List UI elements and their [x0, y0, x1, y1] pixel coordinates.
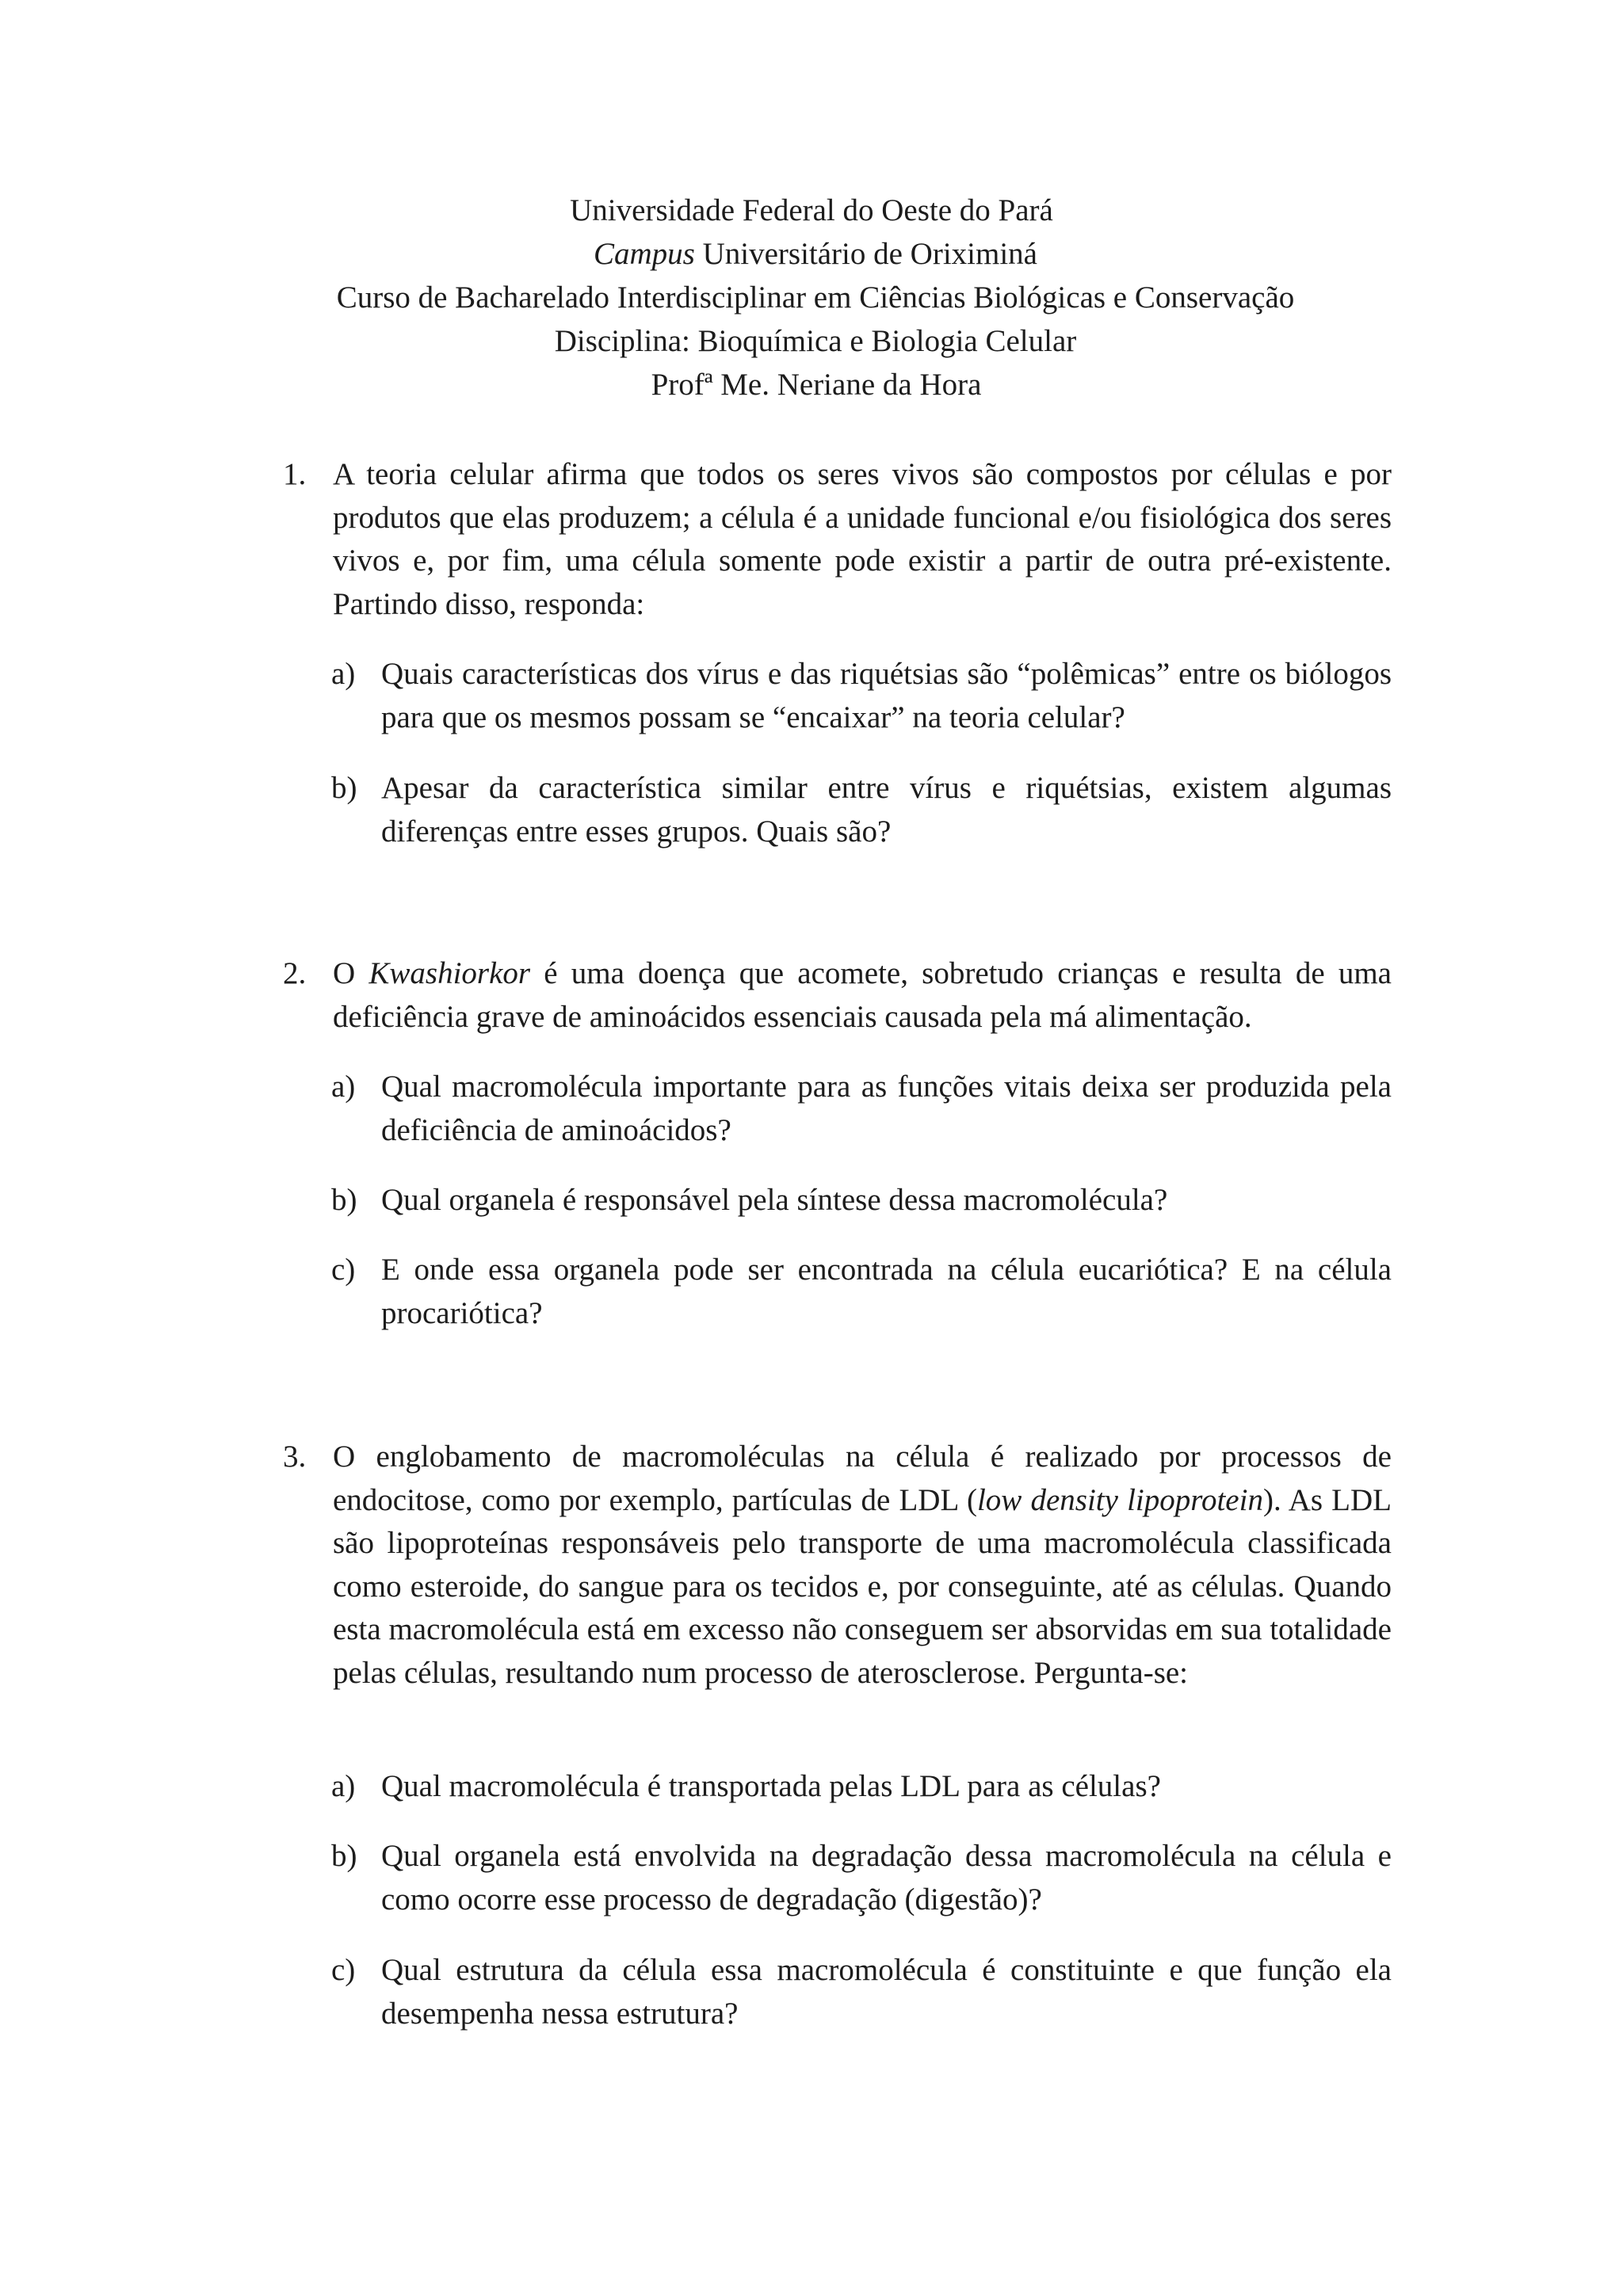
question-text-italic: low density lipoprotein	[976, 1482, 1263, 1517]
question-number: 1.	[283, 457, 307, 491]
question-text-start: O	[333, 956, 369, 990]
campus-rest: Universitário de Oriximiná	[694, 237, 1037, 271]
item-text: Qual macromolécula é transportada pelas LDL para as células?	[381, 1769, 1161, 1803]
question-number: 3.	[283, 1440, 307, 1474]
item-text: Quais características dos vírus e das riquétsias são “polêmicas” entre os biólogos para que os mesmos possam se “encaixar” na teoria celular?	[381, 657, 1392, 734]
question-text	[333, 952, 1392, 1039]
item-letter: c)	[331, 1953, 356, 1987]
campus-italic: Campus	[593, 237, 695, 271]
discipline-name: Disciplina: Bioquímica e Biologia Celular	[554, 324, 1077, 358]
question-text-start: O englobamento de macromoléculas na célula é realizado por processos de endocitose, como por exemplo, partículas de LDL (	[333, 1440, 1392, 1517]
professor-name: Profª Me. Neriane da Hora	[651, 368, 982, 402]
course-name: Curso de Bacharelado Interdisciplinar em Ciências Biológicas e Conservação	[336, 280, 1295, 315]
question-text-italic: Kwashiorkor	[369, 956, 531, 990]
question-text-end: ). As LDL são lipoproteínas responsáveis pelo transporte de uma macromolécula classificada como esteroide, do sangue para os tecidos e, por conseguinte, até as células. Quando esta macromolécula está em excesso não conseguem ser absorvidas em sua totalidade pelas células, resultando num processo de aterosclerose. Pergunta-se:	[333, 1482, 1392, 1690]
item-letter: b)	[331, 1839, 357, 1873]
item-text: Qual macromolécula importante para as funções vitais deixa ser produzida pela deficiência de aminoácidos?	[381, 1070, 1392, 1147]
item-letter: a)	[331, 1769, 356, 1803]
item-letter: c)	[331, 1253, 356, 1287]
item-text: Apesar da característica similar entre vírus e riquétsias, existem algumas diferenças entre esses grupos. Quais são?	[381, 771, 1392, 849]
item-text: Qual estrutura da célula essa macromolécula é constituinte e que função ela desempenha nessa estrutura?	[381, 1953, 1392, 2031]
item-letter: a)	[331, 1070, 356, 1104]
question-number: 2.	[283, 956, 307, 990]
document-header	[0, 189, 1623, 406]
item-text: Qual organela é responsável pela síntese dessa macromolécula?	[381, 1183, 1168, 1217]
item-letter: b)	[331, 1183, 357, 1217]
item-text: E onde essa organela pode ser encontrada na célula eucariótica? E na célula procariótica?	[381, 1253, 1392, 1330]
university-name: Universidade Federal do Oeste do Pará	[570, 193, 1053, 227]
question-text	[333, 1436, 1392, 1695]
item-letter: a)	[331, 657, 356, 691]
question-text-end: é uma doença que acomete, sobretudo crianças e resulta de uma deficiência grave de aminoácidos essenciais causada pela má alimentação.	[333, 956, 1392, 1034]
item-text: Qual organela está envolvida na degradação dessa macromolécula na célula e como ocorre esse processo de degradação (digestão)?	[381, 1839, 1392, 1917]
campus-name	[0, 232, 1623, 276]
item-letter: b)	[331, 771, 357, 805]
question-text: A teoria celular afirma que todos os seres vivos são compostos por células e por produtos que elas produzem; a célula é a unidade funcional e/ou fisiológica dos seres vivos e, por fim, uma célula somente pode existir a partir de outra pré-existente. Partindo disso, responda:	[333, 457, 1392, 621]
